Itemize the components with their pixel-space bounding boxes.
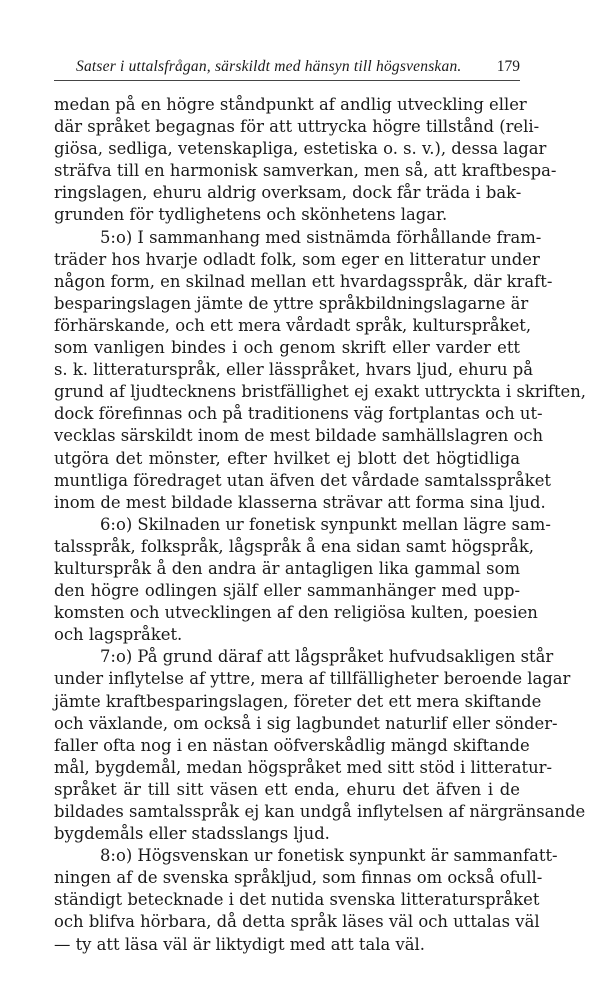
text-line: ringslagen, ehuru aldrig overksam, dock får träda i bak- xyxy=(54,183,522,203)
paragraph xyxy=(54,845,558,955)
body-text xyxy=(54,94,587,956)
text-line: inom de mest bildade klasserna strävar att forma sina ljud. xyxy=(54,492,546,512)
text-line: och blifva hörbara, då detta språk läses väl och uttalas väl xyxy=(54,912,540,932)
running-header xyxy=(54,58,520,81)
text-line: grunden för tydlighetens och skönhetens lagar. xyxy=(54,205,448,225)
text-line: giösa, sedliga, vetenskapliga, estetiska o. s. v.), dessa lagar xyxy=(54,139,547,159)
text-line: jämte kraftbesparingslagen, företer det ett mera skiftande xyxy=(54,691,542,711)
text-line: ständigt betecknade i det nutida svenska litteraturspråket xyxy=(54,890,540,910)
text-line: förhärskande, och ett mera vårdadt språk, kulturspråket, xyxy=(54,315,532,335)
paragraph xyxy=(54,514,551,647)
text-line: och lagspråket. xyxy=(54,625,183,645)
text-line: 8:o) Högsvenskan ur fonetisk synpunkt är sammanfatt- xyxy=(100,846,558,866)
text-line: dock förefinnas och på traditionens väg fortplantas och ut- xyxy=(54,404,543,424)
text-line: grund af ljudtecknens bristfällighet ej exakt uttryckta i skriften, xyxy=(54,382,587,402)
page-number: 179 xyxy=(496,58,520,75)
text-line: muntliga föredraget utan äfven det vårdade samtalsspråket xyxy=(54,470,551,490)
text-line: någon form, en skilnad mellan ett hvardagsspråk, där kraft- xyxy=(54,271,553,291)
text-line: där språket begagnas för att uttrycka högre tillstånd (reli- xyxy=(54,117,540,137)
text-line: bygdemåls eller stadsslangs ljud. xyxy=(54,824,330,844)
paragraph xyxy=(54,646,586,845)
text-line: vecklas särskildt inom de mest bildade samhällslagren och xyxy=(54,426,544,446)
text-line: utgöra det mönster, efter hvilket ej blott det högtidliga xyxy=(54,448,520,468)
text-line: träder hos hvarje odladt folk, som eger en litteratur under xyxy=(54,249,540,269)
text-line: mål, bygdemål, medan högspråket med sitt stöd i litteratur- xyxy=(54,757,553,777)
text-line: den högre odlingen själf eller sammanhänger med upp- xyxy=(54,581,520,601)
text-line: 5:o) I sammanhang med sistnämda förhållande fram- xyxy=(100,227,542,247)
text-line: och växlande, om också i sig lagbundet naturlif eller sönder- xyxy=(54,713,558,733)
text-line: komsten och utvecklingen af den religiösa kulten, poesien xyxy=(54,603,538,623)
text-line: som vanligen bindes i och genom skrift eller varder ett xyxy=(54,338,520,358)
text-line: s. k. litteraturspråk, eller lässpråket, hvars ljud, ehuru på xyxy=(54,360,534,380)
text-line: — ty att läsa väl är liktydigt med att tala väl. xyxy=(54,934,425,954)
text-line: språket är till sitt väsen ett enda, ehuru det äfven i de xyxy=(54,779,520,799)
text-line: kulturspråk å den andra är antagligen lika gammal som xyxy=(54,558,520,578)
text-line: under inflytelse af yttre, mera af tillfälligheter beroende lagar xyxy=(54,669,571,689)
paragraph xyxy=(54,227,587,514)
text-line: 6:o) Skilnaden ur fonetisk synpunkt mellan lägre sam- xyxy=(100,514,551,534)
paragraph xyxy=(54,94,557,227)
text-line: faller ofta nog i en nästan oöfverskådlig mängd skiftande xyxy=(54,735,530,755)
text-line: talsspråk, folkspråk, lågspråk å ena sidan samt högspråk, xyxy=(54,536,535,556)
text-line: bildades samtalsspråk ej kan undgå inflytelsen af närgränsande xyxy=(54,802,586,821)
text-line: sträfva till en harmonisk samverkan, men så, att kraftbespa- xyxy=(54,161,557,181)
text-line: ningen af de svenska språkljud, som finnas om också ofull- xyxy=(54,868,543,888)
running-title: Satser i uttalsfrågan, särskildt med hänsyn till högsvenskan. xyxy=(76,58,462,75)
text-line: medan på en högre ståndpunkt af andlig utveckling eller xyxy=(54,95,527,114)
text-line: besparingslagen jämte de yttre språkbildningslagarne är xyxy=(54,293,529,313)
text-line: 7:o) På grund däraf att lågspråket hufvudsakligen står xyxy=(100,647,554,667)
